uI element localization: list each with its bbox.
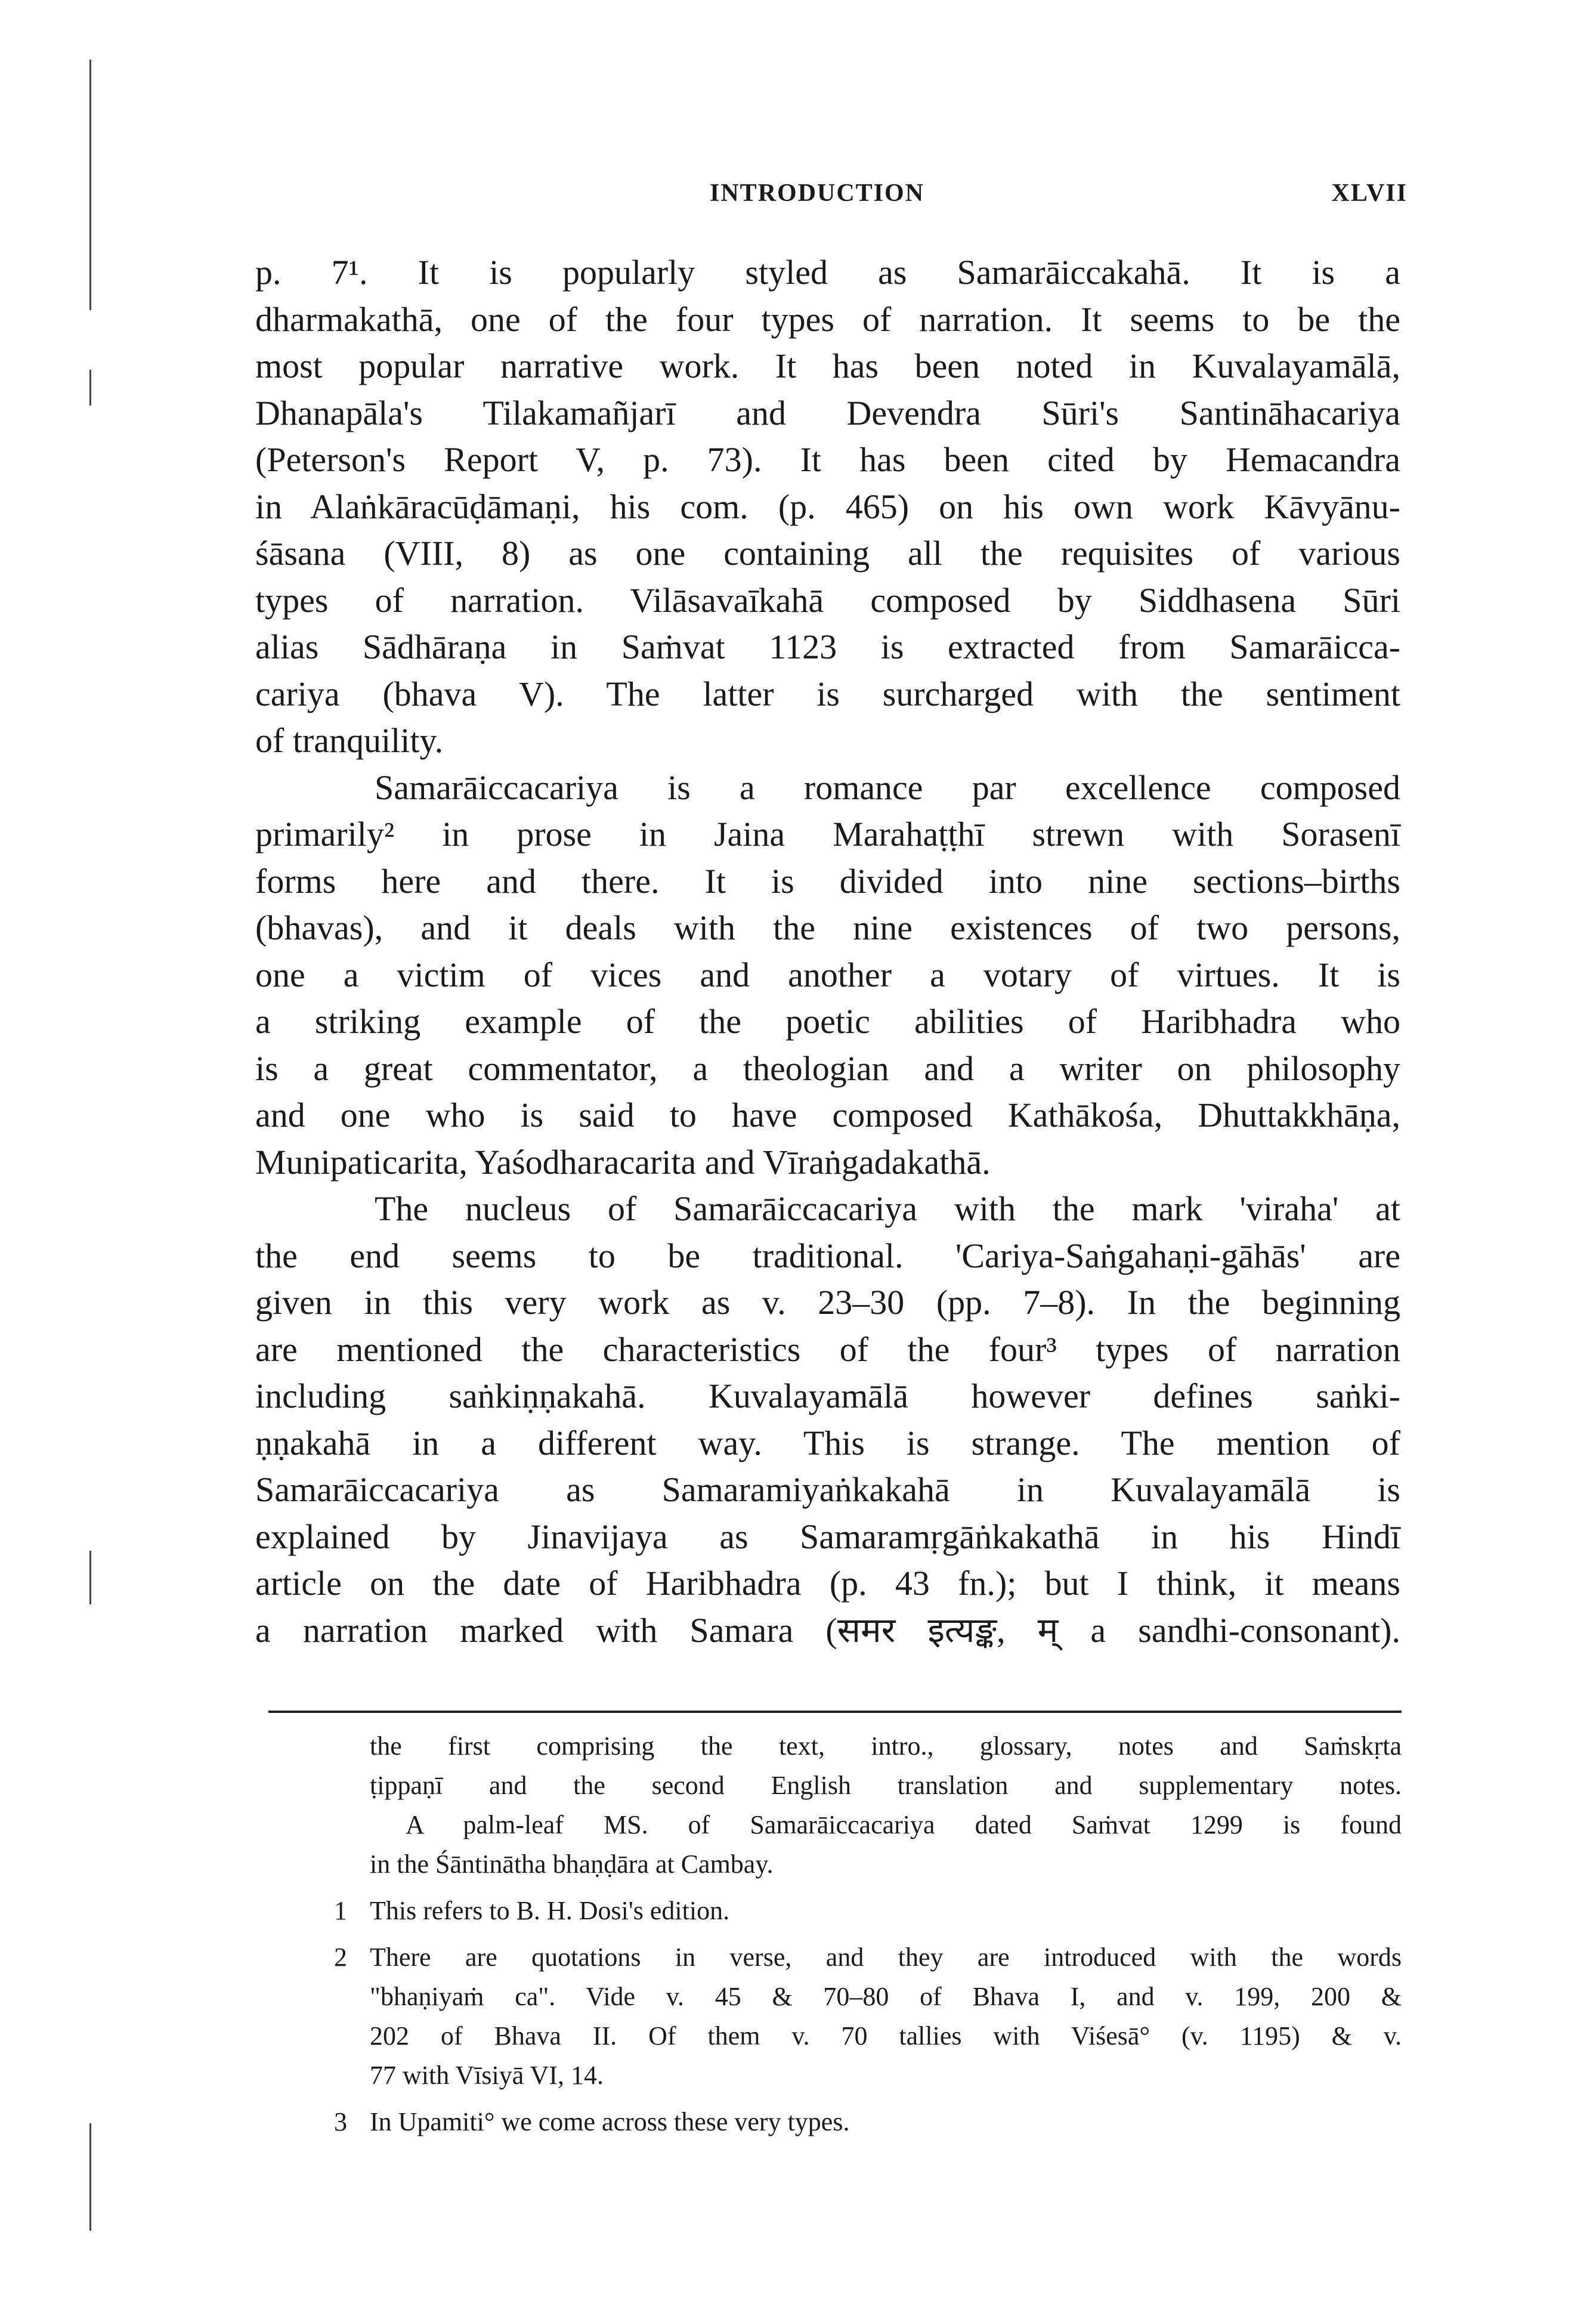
footnote-1 [334,1891,1402,1931]
text-line: is a great commentator, a theologian and a writer on philosophy [255,1049,1400,1088]
text-line: śāsana (VIII, 8) as one containing all the requisites of various [255,534,1400,573]
footnote-2 [334,1938,1402,2095]
page-edge-mark [89,2123,91,2231]
page-edge-mark [89,370,91,406]
text-line: one a victim of vices and another a votary of virtues. It is [255,955,1400,994]
text-line: dharmakathā, one of the four types of narration. It seems to be the [255,299,1400,339]
main-text [255,249,1400,1654]
footnote-line: This refers to B. H. Dosi's edition. [370,1896,730,1925]
text-line: in Alaṅkāracūḍāmaṇi, his com. (p. 465) on his own work Kāvyānu- [255,487,1400,526]
footnote-line: 77 with Vīsiyā VI, 14. [370,2061,604,2090]
footnote-number: 1 [334,1896,347,1925]
text-line: p. 7¹. It is popularly styled as Samarāiccakahā. It is a [255,253,1400,292]
text-line: of tranquility. [255,721,444,760]
running-title: INTRODUCTION [710,180,925,207]
text-line: types of narration. Vilāsavaīkahā composed by Siddhasena Sūri [255,580,1400,620]
text-line: cariya (bhava V). The latter is surcharged with the sentiment [255,674,1400,713]
text-line: Munipaticarita, Yaśodharacarita and Vīraṅgadakathā. [255,1142,991,1182]
page-edge-mark [89,1551,91,1604]
page-number: XLVII [1331,180,1408,207]
footnote-number: 3 [334,2107,347,2136]
text-line: (bhavas), and it deals with the nine existences of two persons, [255,908,1400,947]
text-line: Dhanapāla's Tilakamañjarī and Devendra Sūri's Santināhacariya [255,393,1400,432]
text-line: are mentioned the characteristics of the four³ types of narration [255,1329,1400,1369]
text-line: primarily² in prose in Jaina Marahaṭṭhī strewn with Sorasenī [255,815,1400,853]
text-line: including saṅkiṇṇakahā. Kuvalayamālā however defines saṅki- [255,1377,1400,1415]
text-line: The nucleus of Samarāiccacariya with the mark 'viraha' at [375,1189,1400,1228]
footnote-line: In Upamiti° we come across these very types. [370,2107,850,2136]
footnote-continuation [370,1727,1402,1884]
text-line: forms here and there. It is divided into nine sections–births [255,861,1400,901]
footnote-line: in the Śāntinātha bhaṇḍāra at Cambay. [370,1850,774,1879]
footnotes [334,1727,1402,2142]
text-line: a narration marked with Samara (समर इत्यङ्क, म् a sandhi-consonant). [255,1610,1400,1650]
footnote-rule [268,1711,1402,1713]
footnote-line: There are quotations in verse, and they are introduced with the words [370,1943,1402,1972]
footnote-line: 202 of Bhava II. Of them v. 70 tallies with Viśesā° (v. 1195) & v. [370,2021,1402,2051]
text-line: article on the date of Haribhadra (p. 43 fn.); but I think, it means [255,1564,1400,1603]
footnote-3 [334,2102,1402,2142]
footnote-line: ṭippaṇī and the second English translation and supplementary notes. [370,1771,1402,1800]
footnote-line: A palm-leaf MS. of Samarāiccacariya dated Saṁvat 1299 is found [406,1810,1402,1839]
text-line: and one who is said to have composed Kathākośa, Dhuttakkhāṇa, [255,1096,1400,1134]
footnote-number: 2 [334,1943,347,1972]
text-line: Samarāiccacariya as Samaramiyaṅkakahā in Kuvalayamālā is [255,1470,1400,1509]
footnote-line: the first comprising the text, intro., glossary, notes and Saṁskṛta [370,1731,1402,1761]
text-line: a striking example of the poetic abilities of Haribhadra who [255,1002,1400,1041]
page-header [250,179,1408,215]
text-line: explained by Jinavijaya as Samaramṛgāṅkakathā in his Hindī [255,1517,1400,1556]
text-line: (Peterson's Report V, p. 73). It has been cited by Hemacandra [255,440,1400,479]
text-line: ṇṇakahā in a different way. This is strange. The mention of [255,1423,1400,1462]
footnote-line: "bhaṇiyaṁ ca". Vide v. 45 & 70–80 of Bhava I, and v. 199, 200 & [370,1982,1402,2011]
text-line: alias Sādhāraṇa in Saṁvat 1123 is extracted from Samarāicca- [255,627,1400,666]
text-line: most popular narrative work. It has been noted in Kuvalayamālā, [255,347,1400,385]
page-edge-mark [89,60,91,310]
text-line: Samarāiccacariya is a romance par excellence composed [375,768,1400,807]
text-line: the end seems to be traditional. 'Cariya-Saṅgahaṇi-gāhās' are [255,1236,1400,1275]
text-line: given in this very work as v. 23–30 (pp. 7–8). In the beginning [255,1283,1400,1322]
